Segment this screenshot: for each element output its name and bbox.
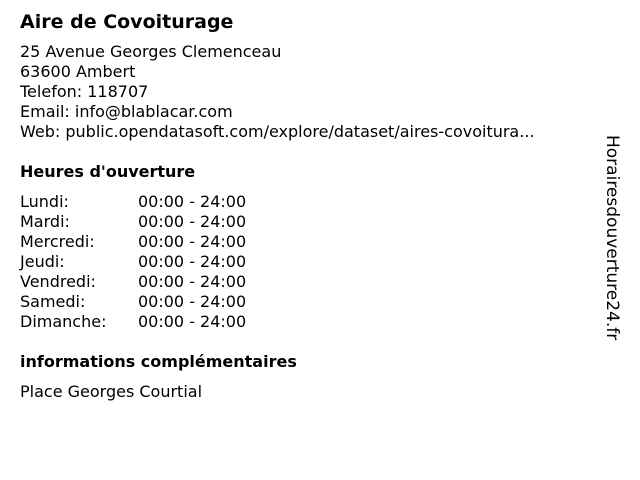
address-line-1: 25 Avenue Georges Clemenceau <box>20 42 282 61</box>
email-line: Email: info@blablacar.com <box>20 102 233 121</box>
day-label: Dimanche: <box>20 312 107 331</box>
time-range: 00:00 - 24:00 <box>138 252 247 271</box>
hours-row <box>20 292 600 312</box>
time-range: 00:00 - 24:00 <box>138 232 247 251</box>
opening-hours-table <box>20 192 600 332</box>
address-line-2: 63600 Ambert <box>20 62 136 81</box>
site-watermark: Horairesdouverture24.fr <box>602 135 622 341</box>
place-card <box>20 10 600 402</box>
day-label: Lundi: <box>20 192 69 211</box>
place-name: Aire de Covoiturage <box>20 11 234 33</box>
hours-row <box>20 312 600 332</box>
day-label: Vendredi: <box>20 272 96 291</box>
day-label: Mardi: <box>20 212 70 231</box>
day-label: Jeudi: <box>20 252 65 271</box>
day-label: Mercredi: <box>20 232 95 251</box>
hours-row <box>20 272 600 292</box>
time-range: 00:00 - 24:00 <box>138 212 247 231</box>
hours-row <box>20 232 600 252</box>
hours-row <box>20 252 600 272</box>
time-range: 00:00 - 24:00 <box>138 312 247 331</box>
phone-line: Telefon: 118707 <box>20 82 149 101</box>
time-range: 00:00 - 24:00 <box>138 292 247 311</box>
additional-info-text: Place Georges Courtial <box>20 382 203 401</box>
hours-row <box>20 212 600 232</box>
opening-hours-heading: Heures d'ouverture <box>20 162 196 181</box>
day-label: Samedi: <box>20 292 86 311</box>
additional-info-heading: informations complémentaires <box>20 352 297 371</box>
web-line: Web: public.opendatasoft.com/explore/dataset/aires-covoitura... <box>20 122 535 141</box>
time-range: 00:00 - 24:00 <box>138 192 247 211</box>
time-range: 00:00 - 24:00 <box>138 272 247 291</box>
hours-row <box>20 192 600 212</box>
